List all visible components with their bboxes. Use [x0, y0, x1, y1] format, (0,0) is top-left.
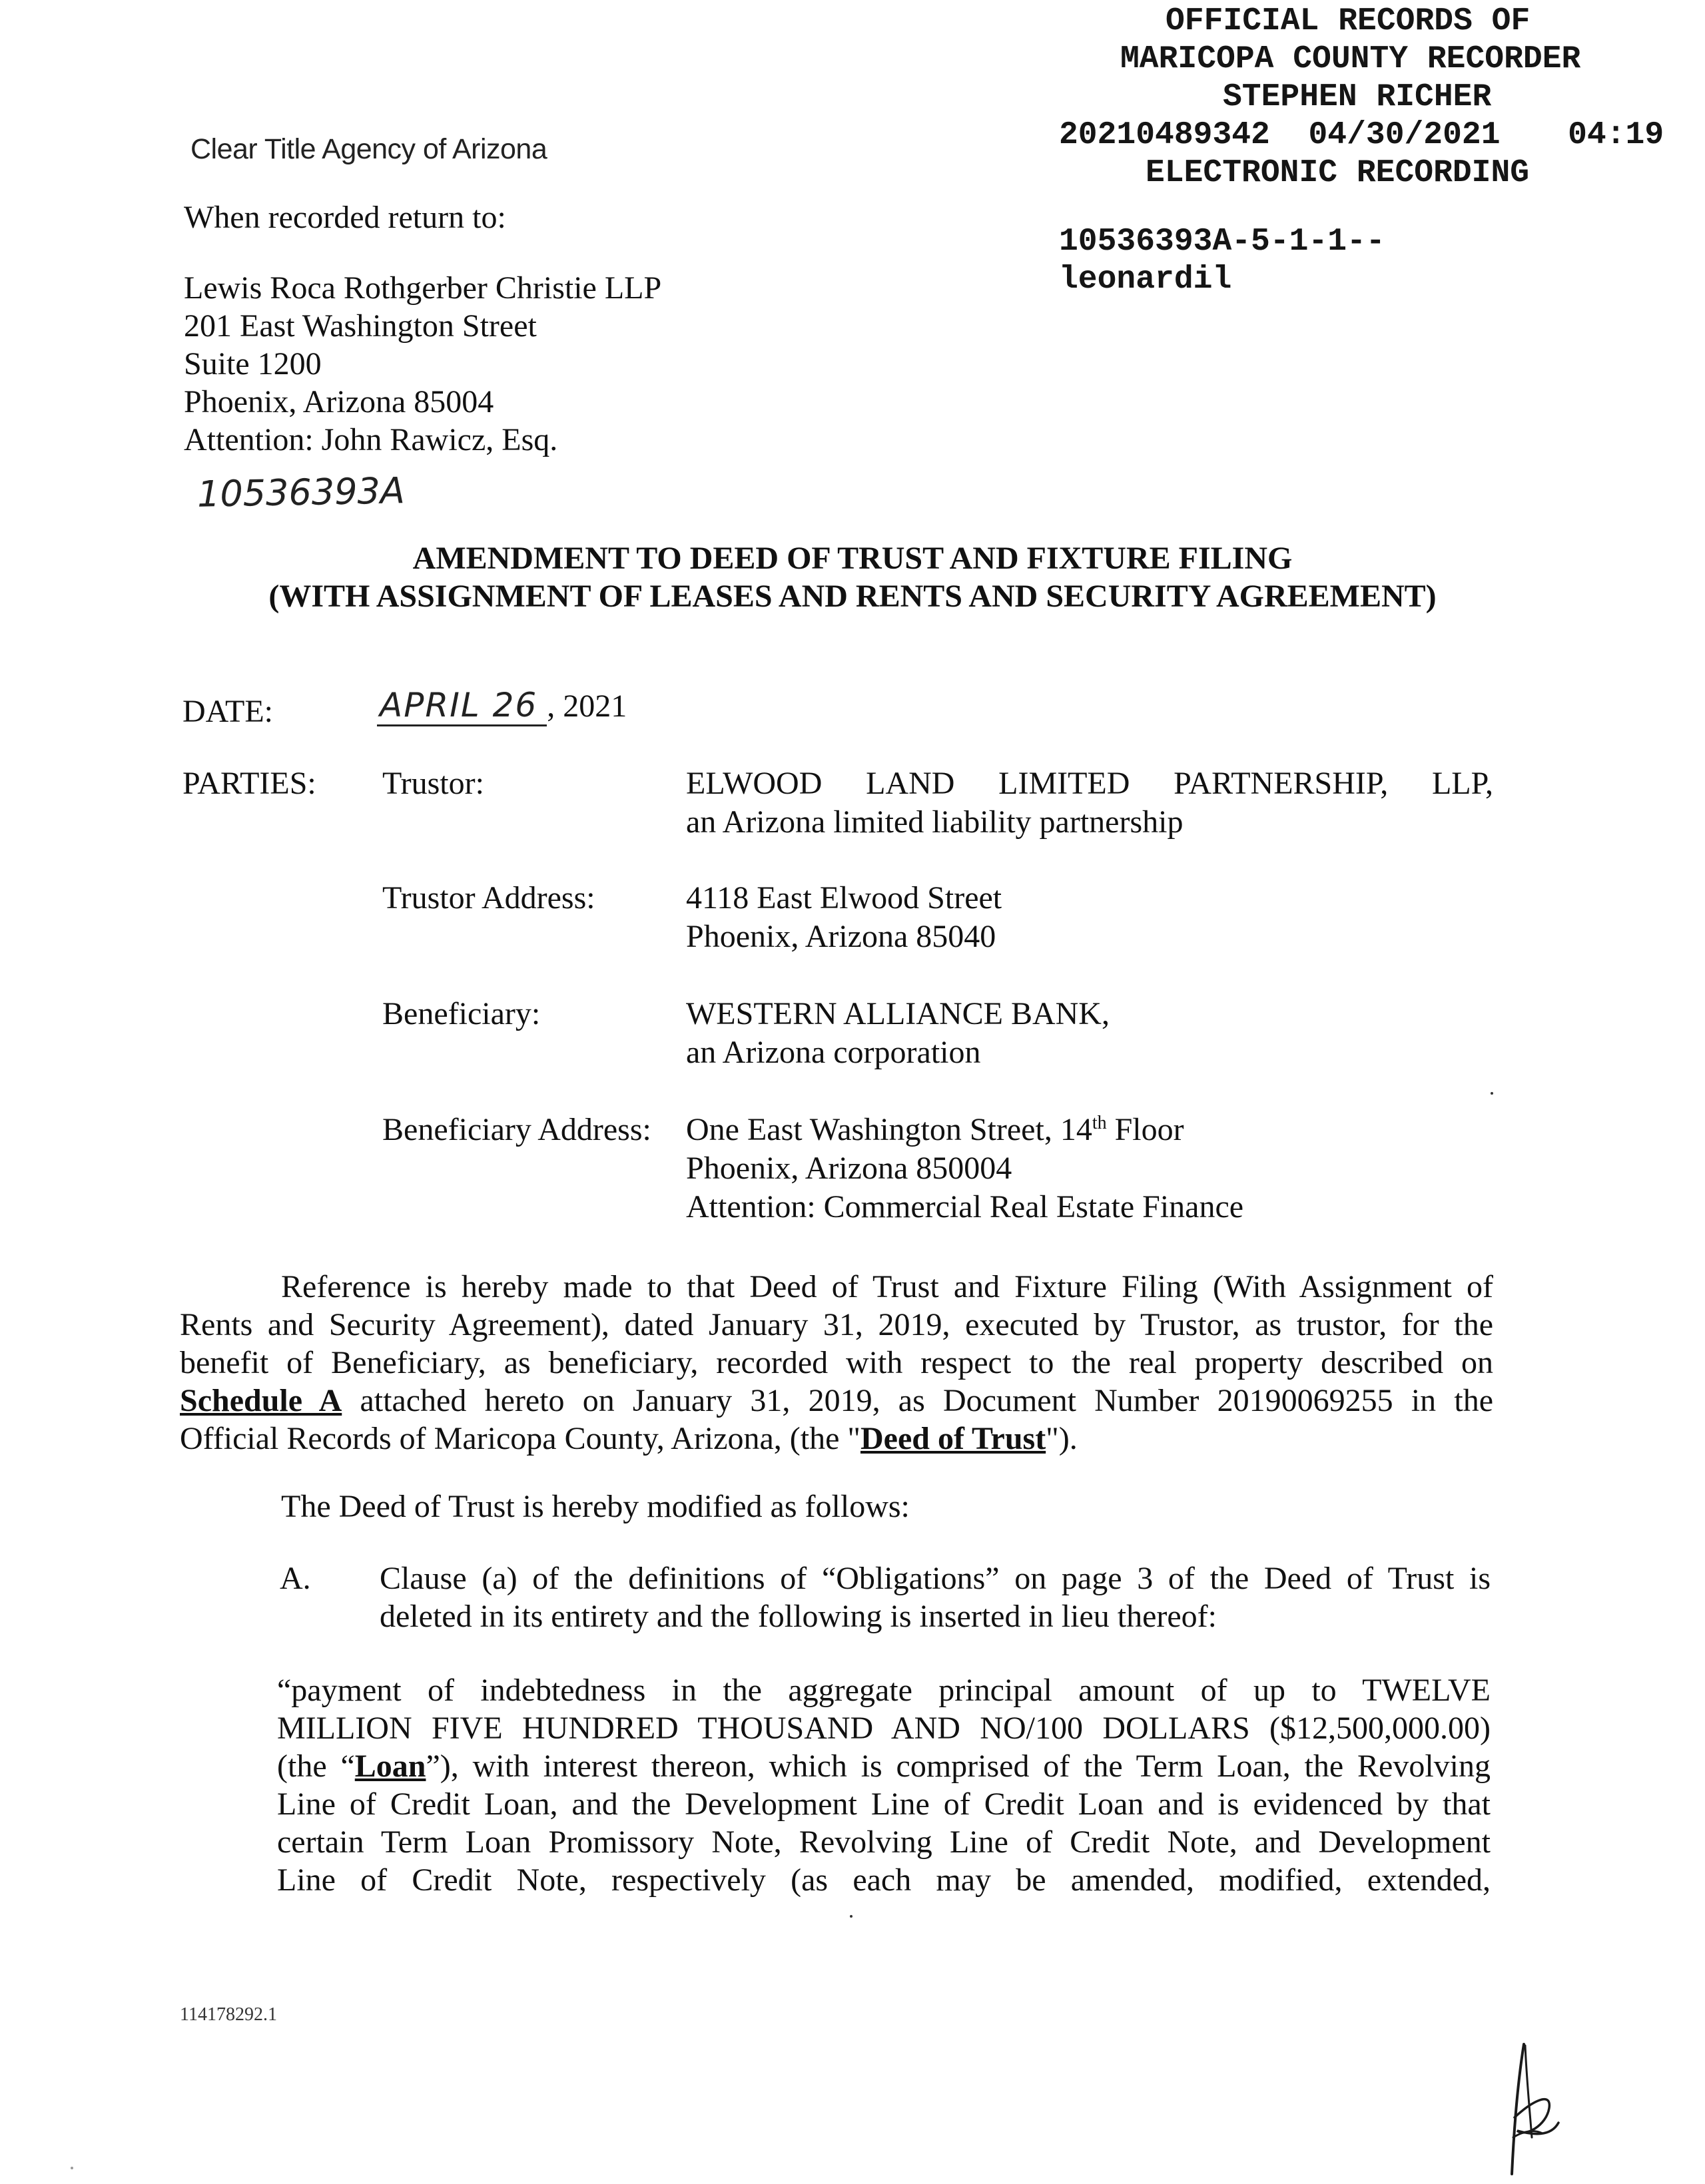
- stamp-line-3: STEPHEN RICHER: [1223, 79, 1492, 115]
- initials-signature: [1485, 2038, 1572, 2181]
- handwritten-order-number: 10536393A: [196, 469, 406, 515]
- paragraph-line: MILLION FIVE HUNDRED THOUSAND AND NO/100 DOLLARS ($12,500,000.00): [277, 1711, 1491, 1746]
- stamp-code: 10536393A-5-1-1--: [1059, 224, 1385, 260]
- paragraph-line: Line of Credit Note, respectively (as each may be amended, modified, extended,: [277, 1862, 1491, 1898]
- defined-term-schedule-a: Schedule A: [180, 1383, 342, 1418]
- clause-a-text: [380, 1559, 1491, 1635]
- title-agency-name: Clear Title Agency of Arizona: [190, 133, 547, 165]
- reference-paragraph: [180, 1268, 1493, 1458]
- document-title-line-1: AMENDMENT TO DEED OF TRUST AND FIXTURE FILING: [412, 541, 1293, 576]
- paragraph-line: certain Term Loan Promissory Note, Revolving Line of Credit Note, and Development: [277, 1824, 1491, 1860]
- recording-date: 04/30/2021: [1308, 117, 1501, 153]
- handwritten-date: APRIL 26: [377, 686, 547, 726]
- stamp-line-1: OFFICIAL RECORDS OF: [1166, 3, 1531, 39]
- trustor-description: an Arizona limited liability partnership: [686, 804, 1184, 840]
- beneficiary-address-line-3: Attention: Commercial Real Estate Finance: [686, 1189, 1244, 1225]
- paragraph-line: Rents and Security Agreement), dated January 31, 2019, executed by Trustor, as trustor, for the: [180, 1307, 1493, 1342]
- modification-intro: The Deed of Trust is hereby modified as follows:: [281, 1489, 910, 1524]
- recorder-stamp: [1039, 3, 1692, 299]
- defined-term-deed-of-trust: Deed of Trust: [860, 1421, 1046, 1456]
- paragraph-line: Reference is hereby made to that Deed of Trust and Fixture Filing (With Assignment of: [281, 1269, 1493, 1304]
- beneficiary-description: an Arizona corporation: [686, 1035, 981, 1070]
- return-address-line: Suite 1200: [184, 346, 322, 382]
- paragraph-line: [277, 1747, 1491, 1785]
- return-address-line: Phoenix, Arizona 85004: [184, 384, 494, 419]
- trustor-name: ELWOOD LAND LIMITED PARTNERSHIP, LLP,: [686, 766, 1493, 801]
- defined-term-loan: Loan: [354, 1749, 426, 1784]
- paragraph-line: [180, 1420, 1493, 1458]
- paragraph-line: [180, 1382, 1493, 1420]
- paragraph-text: ").: [1046, 1421, 1078, 1456]
- stamp-line-5: ELECTRONIC RECORDING: [1146, 155, 1530, 191]
- beneficiary-address: [686, 1111, 1243, 1227]
- recording-time: 04:19: [1568, 117, 1664, 153]
- paragraph-text: ”), with interest thereon, which is comprised of the Term Loan, the Revolving: [426, 1749, 1491, 1784]
- beneficiary-address-line-1: [686, 1111, 1243, 1149]
- trustor-address-line: Phoenix, Arizona 85040: [686, 919, 996, 954]
- document-id-footer: 114178292.1: [180, 2004, 277, 2025]
- parties-label: PARTIES:: [182, 766, 316, 801]
- paragraph-line: benefit of Beneficiary, as beneficiary, recorded with respect to the real property described on: [180, 1345, 1493, 1380]
- return-address: [184, 269, 661, 459]
- stamp-user: leonardil: [1059, 262, 1232, 298]
- beneficiary-address-label: Beneficiary Address:: [382, 1112, 651, 1147]
- scan-speck: [71, 2167, 73, 2169]
- beneficiary-address-line-2: Phoenix, Arizona 850004: [686, 1151, 1012, 1186]
- return-address-line: 201 East Washington Street: [184, 308, 537, 344]
- beneficiary-label: Beneficiary:: [382, 996, 541, 1031]
- paragraph-text: (the “: [277, 1749, 355, 1784]
- scan-speck: [1491, 1092, 1493, 1095]
- date-label: DATE:: [182, 694, 273, 729]
- return-address-line: Attention: John Rawicz, Esq.: [184, 422, 558, 457]
- trustor-label: Trustor:: [382, 766, 484, 801]
- scan-speck: [850, 1915, 852, 1918]
- trustor-address-label: Trustor Address:: [382, 880, 595, 916]
- floor-ordinal: th: [1092, 1113, 1107, 1133]
- clause-a-marker: A.: [280, 1561, 311, 1596]
- date-year: , 2021: [547, 688, 627, 724]
- document-title-line-2: (WITH ASSIGNMENT OF LEASES AND RENTS AND SECURITY AGREEMENT): [268, 579, 1437, 614]
- floor-word: Floor: [1106, 1112, 1184, 1147]
- return-instruction: When recorded return to:: [184, 200, 506, 235]
- stamp-line-4: [1039, 117, 1692, 154]
- paragraph-line: deleted in its entirety and the following is inserted in lieu thereof:: [380, 1599, 1217, 1634]
- paragraph-line: “payment of indebtedness in the aggregate principal amount of up to TWELVE: [277, 1673, 1491, 1708]
- paragraph-text: Official Records of Maricopa County, Arizona, (the ": [180, 1421, 860, 1456]
- date-value: [377, 686, 627, 724]
- return-address-line: Lewis Roca Rothgerber Christie LLP: [184, 270, 662, 306]
- beneficiary-value: [686, 995, 1110, 1072]
- paragraph-line: Line of Credit Loan, and the Development Line of Credit Loan and is evidenced by that: [277, 1786, 1491, 1822]
- trustor-address-line: 4118 East Elwood Street: [686, 880, 1002, 916]
- stamp-line-2: MARICOPA COUNTY RECORDER: [1120, 41, 1581, 77]
- trustor-value: [686, 764, 1493, 842]
- quoted-obligation-paragraph: [277, 1671, 1491, 1899]
- beneficiary-name: WESTERN ALLIANCE BANK,: [686, 996, 1110, 1031]
- beneficiary-street: One East Washington Street, 14: [686, 1112, 1092, 1147]
- recording-number: 20210489342: [1059, 117, 1270, 153]
- paragraph-line: Clause (a) of the definitions of “Obligations” on page 3 of the Deed of Trust is: [380, 1561, 1491, 1596]
- paragraph-text: attached hereto on January 31, 2019, as Document Number 20190069255 in the: [342, 1383, 1494, 1418]
- trustor-address: [686, 879, 1002, 956]
